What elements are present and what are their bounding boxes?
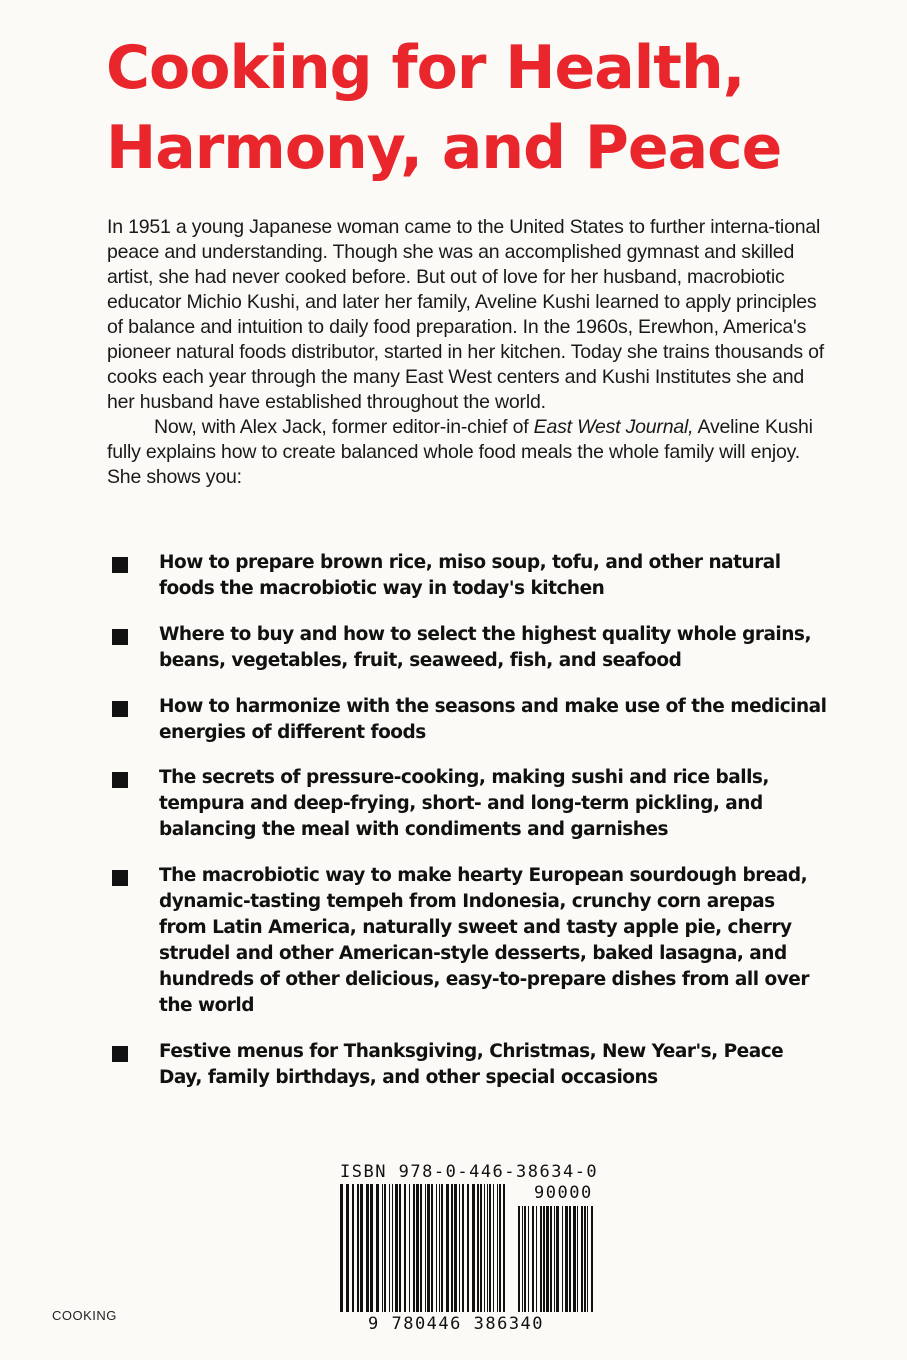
barcode-bar: [404, 1184, 406, 1312]
intro-paragraph-2-end: Aveline Kushi fully explains how to create balanced whole food meals the whole family will enjoy. She shows you:: [107, 416, 813, 488]
feature-list: [107, 550, 827, 1091]
barcode-bar: [554, 1206, 555, 1312]
barcode-bar: [493, 1184, 494, 1312]
barcode-bar: [439, 1184, 440, 1312]
barcode-bar: [522, 1206, 523, 1312]
barcode-bar: [392, 1184, 393, 1312]
list-item: [107, 550, 827, 602]
barcode-bar: [591, 1206, 593, 1312]
barcode-bar: [472, 1184, 475, 1312]
list-item-text: How to harmonize with the seasons and make use of the medicinal energies of different foods: [159, 696, 827, 743]
barcode-bar: [528, 1206, 529, 1312]
barcode-bar: [413, 1184, 415, 1312]
barcode-bar: [536, 1206, 537, 1312]
price-code: 90000: [534, 1183, 593, 1203]
barcode-bar: [357, 1184, 359, 1312]
book-title-line-2: Harmony, and Peace: [106, 113, 782, 183]
barcode-bar: [499, 1184, 501, 1312]
barcode-bar: [431, 1184, 433, 1312]
category-label: COOKING: [52, 1308, 117, 1323]
intro-paragraph-2: [107, 415, 832, 490]
barcode-bar: [569, 1206, 571, 1312]
barcode-bar: [441, 1184, 443, 1312]
book-title: [106, 28, 886, 188]
barcode-bar: [451, 1184, 453, 1312]
barcode-bar: [532, 1206, 534, 1312]
barcode-bar: [497, 1184, 498, 1312]
barcode-bar: [467, 1184, 469, 1312]
barcode-bar: [382, 1184, 383, 1312]
barcode: [338, 1162, 600, 1342]
barcode-bar: [562, 1206, 563, 1312]
journal-name: East West Journal,: [533, 416, 694, 438]
barcode-bar: [416, 1184, 419, 1312]
barcode-bar: [518, 1206, 520, 1312]
barcode-bar: [556, 1206, 559, 1312]
barcode-bar: [366, 1184, 369, 1312]
bullet-square-icon: [112, 772, 128, 788]
bullet-square-icon: [112, 870, 128, 886]
intro-paragraph-1: In 1951 a young Japanese woman came to the United States to further interna-tional peace and understanding. Though she was an accomplished gymnast and skilled artist, she had never cooked before. But out of love for her husband, macrobiotic educator Michio Kushi, and later her family, Aveline Kushi learned to apply principles of balance and intuition to daily food preparation. In the 1960s, Erewhon, America's pioneer natural foods distributor, started in her kitchen. Today she trains thousands of cooks each year through the many East West centers and Kushi Institutes she and her husband have established throughout the world.: [107, 216, 824, 413]
barcode-bar: [436, 1184, 437, 1312]
barcode-bar: [346, 1184, 349, 1312]
barcode-bar: [550, 1206, 552, 1312]
barcode-bar: [389, 1184, 390, 1312]
bullet-square-icon: [112, 701, 128, 717]
barcode-bar: [581, 1206, 583, 1312]
list-item-text: Festive menus for Thanksgiving, Christmas, New Year's, Peace Day, family birthdays, and other special occasions: [159, 1041, 784, 1088]
barcode-bar: [409, 1184, 410, 1312]
barcode-bar: [427, 1184, 430, 1312]
barcode-bar: [540, 1206, 542, 1312]
barcode-bar: [454, 1184, 457, 1312]
barcode-bar: [425, 1184, 426, 1312]
ean-digits: 9 780446 386340: [368, 1314, 545, 1334]
list-item: [107, 622, 827, 674]
price-barcode-bars: [518, 1206, 594, 1312]
bullet-square-icon: [112, 557, 128, 573]
barcode-bar: [546, 1206, 549, 1312]
book-title-line-1: Cooking for Health,: [106, 33, 745, 103]
barcode-bar: [360, 1184, 363, 1312]
barcode-bar: [340, 1184, 343, 1312]
list-item: [107, 863, 827, 1019]
barcode-bar: [459, 1184, 460, 1312]
barcode-bar: [352, 1184, 354, 1312]
barcode-bar: [477, 1184, 479, 1312]
list-item-text: Where to buy and how to select the highest quality whole grains, beans, vegetables, fruit, seaweed, fish, and seafood: [159, 624, 811, 671]
barcode-bar: [577, 1206, 578, 1312]
intro-paragraph-2-start: Now, with Alex Jack, former editor-in-chief of: [154, 416, 534, 438]
barcode-bar: [399, 1184, 401, 1312]
list-item: [107, 765, 827, 843]
list-item-text: The macrobiotic way to make hearty European sourdough bread, dynamic-tasting tempeh from Indonesia, crunchy corn arepas from Latin America, naturally sweet and tasty apple pie, cherry strudel and other American-style desserts, baked lasagna, and hundreds of other delicious, easy-to-prepare dishes from all over the world: [159, 865, 809, 1016]
barcode-bar: [587, 1206, 588, 1312]
barcode-bar: [395, 1184, 398, 1312]
barcode-bar: [420, 1184, 422, 1312]
barcode-bar: [524, 1206, 526, 1312]
barcode-bar: [565, 1206, 568, 1312]
barcode-bar: [489, 1184, 491, 1312]
barcode-bar: [503, 1184, 505, 1312]
barcode-bar: [376, 1184, 379, 1312]
intro-text: [107, 215, 832, 490]
list-item-text: How to prepare brown rice, miso soup, tofu, and other natural foods the macrobiotic way in today's kitchen: [159, 552, 781, 599]
barcode-bar: [584, 1206, 586, 1312]
barcode-bar: [573, 1206, 576, 1312]
barcode-bar: [484, 1184, 485, 1312]
barcode-bar: [446, 1184, 449, 1312]
barcode-bar: [384, 1184, 386, 1312]
ean-barcode-bars: [340, 1184, 505, 1312]
list-item: [107, 1039, 827, 1091]
list-item: [107, 694, 827, 746]
barcode-bar: [480, 1184, 482, 1312]
bullet-square-icon: [112, 629, 128, 645]
barcode-bar: [462, 1184, 464, 1312]
list-item-text: The secrets of pressure-cooking, making sushi and rice balls, tempura and deep-frying, short- and long-term pickling, and balancing the meal with condiments and garnishes: [159, 767, 769, 840]
bullet-square-icon: [112, 1046, 128, 1062]
isbn-number: ISBN 978-0-446-38634-0: [340, 1162, 599, 1182]
barcode-bar: [543, 1206, 545, 1312]
barcode-bar: [487, 1184, 488, 1312]
barcode-bar: [370, 1184, 373, 1312]
